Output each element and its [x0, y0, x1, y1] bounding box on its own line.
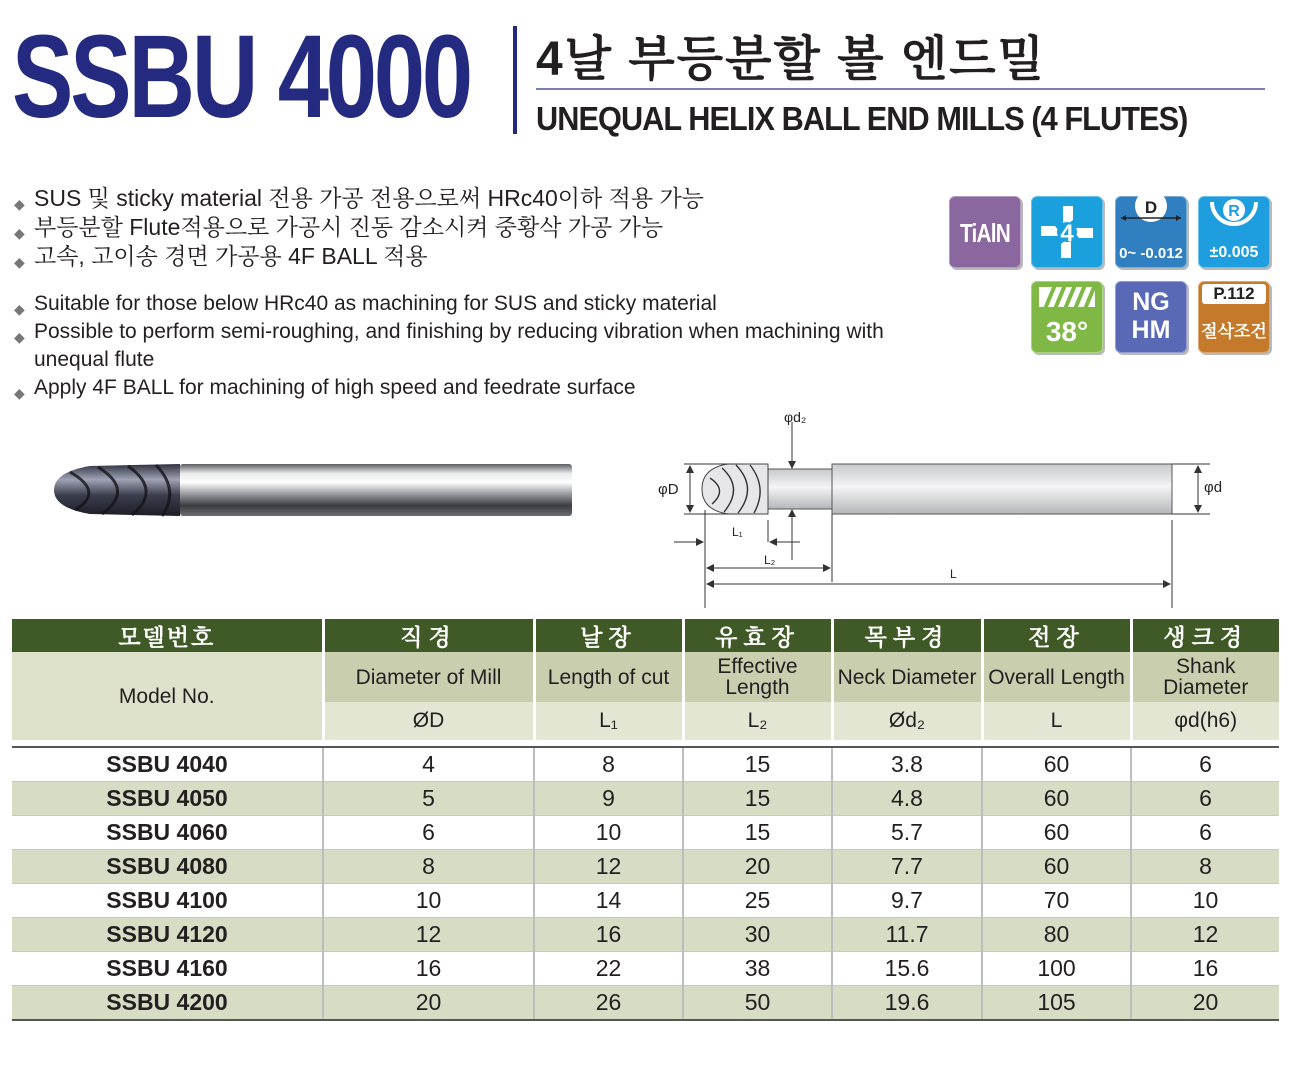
- table-row: [12, 782, 1279, 816]
- cell-length-of-cut: 22: [534, 952, 683, 986]
- table-row: [12, 850, 1279, 884]
- d-tolerance: 0~ -0.012: [1119, 245, 1183, 262]
- cell-neck-diameter: 19.6: [832, 986, 982, 1021]
- header-row-english: [12, 652, 1279, 702]
- symbol-L2: L₂: [683, 702, 832, 740]
- d-label: D: [1144, 198, 1158, 217]
- cell-overall-length: 105: [982, 986, 1131, 1021]
- spec-table: [12, 619, 1279, 1021]
- helix-angle-badge: [1031, 281, 1103, 353]
- cell-effective-length: 15: [683, 816, 832, 850]
- helix-stripes-icon: [1031, 281, 1103, 317]
- cell-neck-diameter: 15.6: [832, 952, 982, 986]
- diamond-bullet-icon: ◆: [14, 329, 25, 345]
- feature-item: ◆ Possible to perform semi-roughing, and finishing by reducing vibration when machining with unequal flute: [14, 320, 884, 371]
- feature-item: ◆ Suitable for those below HRc40 as machining for SUS and sticky material: [12, 290, 892, 318]
- cell-diameter: 4: [323, 747, 534, 782]
- features-korean: [12, 184, 892, 271]
- cell-overall-length: 80: [982, 918, 1131, 952]
- table-row: [12, 747, 1279, 782]
- diameter-gauge-icon: [1115, 196, 1187, 236]
- cell-diameter: 8: [323, 850, 534, 884]
- cell-neck-diameter: 11.7: [832, 918, 982, 952]
- hm-label: HM: [1131, 316, 1171, 344]
- cell-model-no: SSBU 4200: [12, 986, 323, 1021]
- header-overall-ko: 전장: [982, 619, 1131, 652]
- cell-model-no: SSBU 4040: [12, 747, 323, 782]
- four-flute-icon: [1031, 196, 1103, 268]
- feature-item: ◆ 고속, 고이송 경면 가공용 4F BALL 적용: [12, 242, 892, 271]
- header-neck-en: Neck Diameter: [832, 652, 982, 702]
- cell-length-of-cut: 8: [534, 747, 683, 782]
- radius-icon: [1198, 196, 1270, 240]
- grade-badge: [1115, 281, 1187, 353]
- cell-diameter: 6: [323, 816, 534, 850]
- cell-effective-length: 30: [683, 918, 832, 952]
- header-overall-en: Overall Length: [982, 652, 1131, 702]
- product-title-english: UNEQUAL HELIX BALL END MILLS (4 FLUTES): [536, 100, 1188, 137]
- D-label: φD: [658, 481, 679, 498]
- cell-neck-diameter: 7.7: [832, 850, 982, 884]
- cell-length-of-cut: 16: [534, 918, 683, 952]
- cell-length-of-cut: 10: [534, 816, 683, 850]
- cell-length-of-cut: 14: [534, 884, 683, 918]
- cell-overall-length: 60: [982, 782, 1131, 816]
- feature-item: ◆ Apply 4F BALL for machining of high speed and feedrate surface: [12, 374, 892, 402]
- cell-diameter: 12: [323, 918, 534, 952]
- header-spacer: [12, 740, 1279, 747]
- ng-label: NG: [1132, 288, 1170, 316]
- cell-diameter: 5: [323, 782, 534, 816]
- symbol-D: ØD: [323, 702, 534, 740]
- cell-model-no: SSBU 4160: [12, 952, 323, 986]
- cell-model-no: SSBU 4080: [12, 850, 323, 884]
- shank-d-label: φd: [1204, 479, 1223, 496]
- symbol-d2: Ød₂: [832, 702, 982, 740]
- symbol-L: L: [982, 702, 1131, 740]
- header-effective-ko: 유효장: [683, 619, 832, 652]
- cell-shank-diameter: 10: [1131, 884, 1279, 918]
- table-row: [12, 884, 1279, 918]
- diameter-tolerance-badge: [1115, 196, 1187, 268]
- header-length-cut-ko: 날장: [534, 619, 683, 652]
- cell-effective-length: 20: [683, 850, 832, 884]
- L1-label: L₁: [732, 525, 743, 539]
- table-row: [12, 918, 1279, 952]
- cell-neck-diameter: 5.7: [832, 816, 982, 850]
- cutting-conditions-label: 절삭조건: [1201, 322, 1267, 341]
- L2-label: L₂: [764, 553, 776, 567]
- symbol-shank-d: φd(h6): [1131, 702, 1279, 740]
- header-row-korean: [12, 619, 1279, 652]
- diamond-bullet-icon: ◆: [14, 301, 25, 317]
- cell-diameter: 10: [323, 884, 534, 918]
- cell-model-no: SSBU 4120: [12, 918, 323, 952]
- cell-overall-length: 60: [982, 747, 1131, 782]
- spec-table-body: [12, 747, 1279, 1020]
- features-english: [12, 290, 892, 402]
- cell-effective-length: 50: [683, 986, 832, 1021]
- diamond-bullet-icon: ◆: [14, 196, 25, 212]
- cell-neck-diameter: 9.7: [832, 884, 982, 918]
- cell-shank-diameter: 8: [1131, 850, 1279, 884]
- flute-count-badge: [1031, 196, 1103, 268]
- header-model-ko: 모델번호: [12, 619, 323, 652]
- cell-diameter: 20: [323, 986, 534, 1021]
- cell-shank-diameter: 12: [1131, 918, 1279, 952]
- cell-neck-diameter: 3.8: [832, 747, 982, 782]
- diamond-bullet-icon: ◆: [14, 385, 25, 401]
- cell-shank-diameter: 6: [1131, 747, 1279, 782]
- radius-tolerance-badge: [1198, 196, 1270, 268]
- helix-angle: 38°: [1045, 316, 1089, 347]
- d2-label: φd₂: [784, 409, 807, 425]
- cell-effective-length: 15: [683, 747, 832, 782]
- title-rule: [536, 88, 1265, 90]
- header-shank-en: Shank Diameter: [1131, 652, 1279, 702]
- table-row: [12, 952, 1279, 986]
- end-mill-photo: [50, 452, 580, 527]
- header-effective-en: Effective Length: [683, 652, 832, 702]
- dimension-drawing: [650, 402, 1230, 612]
- cell-overall-length: 60: [982, 850, 1131, 884]
- cell-model-no: SSBU 4100: [12, 884, 323, 918]
- cell-model-no: SSBU 4060: [12, 816, 323, 850]
- table-row: [12, 986, 1279, 1021]
- r-tolerance: ±0.005: [1209, 244, 1259, 261]
- cell-length-of-cut: 9: [534, 782, 683, 816]
- cutting-conditions-badge[interactable]: [1198, 281, 1270, 353]
- cell-effective-length: 25: [683, 884, 832, 918]
- header-neck-ko: 목부경: [832, 619, 982, 652]
- header-diameter-en: Diameter of Mill: [323, 652, 534, 702]
- header-diameter-ko: 직경: [323, 619, 534, 652]
- symbol-L1: L₁: [534, 702, 683, 740]
- product-title-korean: 4날 부등분할 볼 엔드밀: [536, 33, 1047, 86]
- cell-shank-diameter: 20: [1131, 986, 1279, 1021]
- cell-length-of-cut: 12: [534, 850, 683, 884]
- cell-length-of-cut: 26: [534, 986, 683, 1021]
- header-shank-ko: 생크경: [1131, 619, 1279, 652]
- cell-shank-diameter: 6: [1131, 782, 1279, 816]
- cell-diameter: 16: [323, 952, 534, 986]
- cell-model-no: SSBU 4050: [12, 782, 323, 816]
- flute-count-label: 4: [1060, 220, 1074, 247]
- cell-overall-length: 70: [982, 884, 1131, 918]
- cell-effective-length: 15: [683, 782, 832, 816]
- feature-item: ◆ SUS 및 sticky material 전용 가공 전용으로써 HRc40이하 적용 가능: [12, 184, 892, 213]
- table-row: [12, 816, 1279, 850]
- cell-neck-diameter: 4.8: [832, 782, 982, 816]
- coating-badge: TiAlN: [949, 196, 1021, 268]
- feature-item: ◆ 부등분할 Flute적용으로 가공시 진동 감소시켜 중황삭 가공 가능: [12, 213, 892, 242]
- series-title: SSBU 4000: [12, 11, 470, 143]
- title-divider: [513, 26, 517, 134]
- header-model-en: Model No.: [12, 652, 323, 740]
- r-label: R: [1228, 203, 1240, 220]
- cell-shank-diameter: 16: [1131, 952, 1279, 986]
- diamond-bullet-icon: ◆: [14, 254, 25, 270]
- cell-shank-diameter: 6: [1131, 816, 1279, 850]
- L-label: L: [950, 567, 957, 581]
- page-reference: P.112: [1202, 284, 1266, 304]
- cell-overall-length: 100: [982, 952, 1131, 986]
- header-length-cut-en: Length of cut: [534, 652, 683, 702]
- diamond-bullet-icon: ◆: [14, 225, 25, 241]
- cell-effective-length: 38: [683, 952, 832, 986]
- cell-overall-length: 60: [982, 816, 1131, 850]
